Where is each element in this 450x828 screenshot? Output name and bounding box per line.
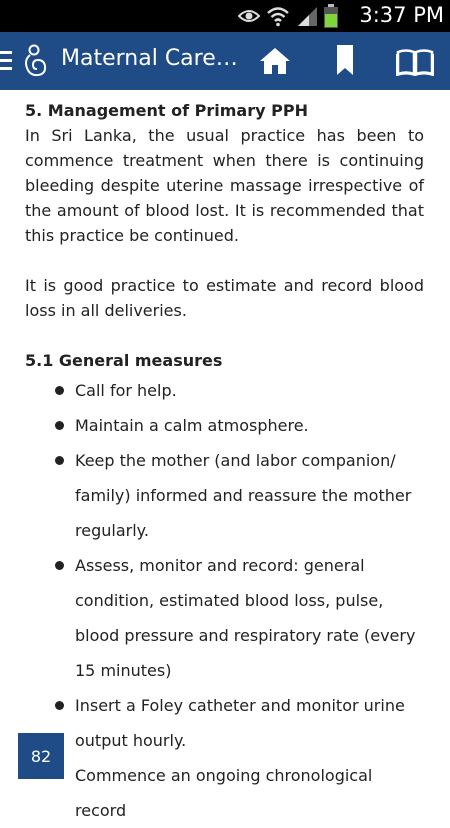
list-item [25, 758, 424, 828]
list-item-text: Insert a Foley catheter and monitor urine output hourly. [75, 696, 405, 750]
status-time: 3:37 PM [359, 3, 444, 27]
paragraph-1: In Sri Lanka, the usual practice has been to commence treatment when there is continuing bleeding despite uterine massage irrespective of the amount of blood lost. It is recommended that this practice be continued. [25, 126, 424, 245]
book-icon[interactable] [396, 48, 434, 76]
spacer [25, 248, 424, 273]
bullet-dot [55, 386, 64, 395]
wifi-icon [266, 5, 290, 27]
app-bar [0, 32, 450, 90]
list-item-text: Assess, monitor and record: general condition, estimated blood loss, pulse, blood pressure and respiratory rate (every 15 minutes) [75, 556, 416, 680]
bullet-dot [55, 456, 64, 465]
home-icon[interactable] [259, 46, 291, 76]
list-item-text: Keep the mother (and labor companion/ family) informed and reassure the mother regularly. [75, 451, 412, 540]
signal-icon [296, 5, 318, 27]
list-item-text: Maintain a calm atmosphere. [75, 416, 309, 435]
list-item-text: Call for help. [75, 381, 177, 400]
status-bar [0, 0, 450, 32]
list-item [25, 443, 424, 548]
bookmark-icon[interactable] [335, 44, 355, 76]
eye-icon [238, 9, 260, 23]
bullet-list [25, 373, 424, 828]
bullet-dot [55, 421, 64, 430]
spacer [25, 323, 424, 348]
menu-icon[interactable] [0, 50, 12, 72]
list-item [25, 688, 424, 758]
section-title: 5. Management of Primary PPH [25, 101, 308, 120]
list-item [25, 373, 424, 408]
paragraph-2: It is good practice to estimate and record blood loss in all deliveries. [25, 276, 424, 320]
page-number-badge[interactable]: 82 [18, 733, 64, 779]
bullet-dot [55, 561, 64, 570]
battery-icon [324, 4, 338, 28]
logo-icon [22, 44, 48, 78]
list-item [25, 408, 424, 443]
subsection-title: 5.1 General measures [25, 351, 223, 370]
list-item [25, 548, 424, 688]
bullet-dot [55, 701, 64, 710]
content [25, 98, 424, 828]
app-title: Maternal Care… [61, 46, 238, 71]
list-item-text: Commence an ongoing chronological record [75, 766, 373, 820]
status-icons [238, 4, 338, 28]
